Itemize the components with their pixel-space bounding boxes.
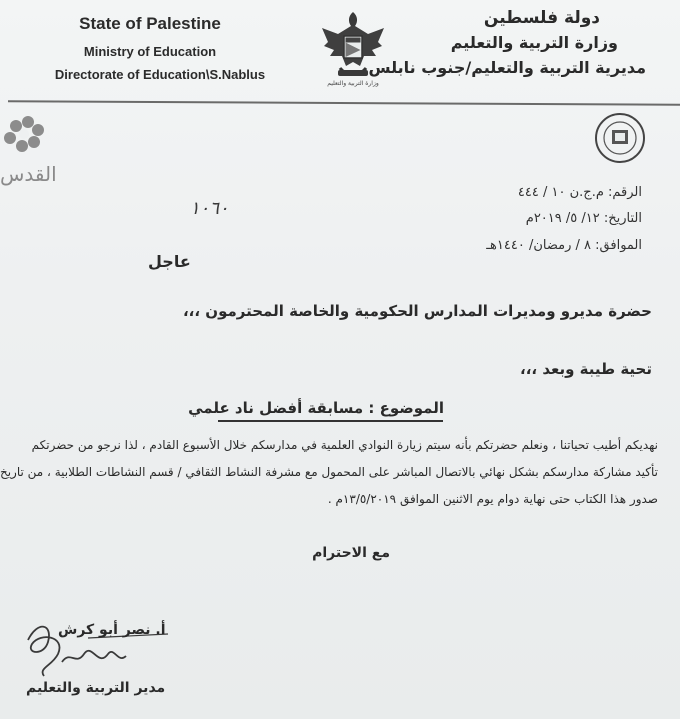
reference-date: التاريخ: ١٢/ ٥/ ٢٠١٩م: [525, 211, 642, 226]
reference-number: الرقم: م.ج.ن ١٠ / ٤٤٤: [517, 185, 642, 200]
signatory-title: مدير التربية والتعليم: [26, 680, 166, 696]
header-divider: [8, 100, 680, 106]
jerusalem-logo-text: القدس: [0, 162, 57, 186]
header-en-ministry: Ministry of Education: [83, 44, 217, 59]
closing-regards: مع الاحترام: [312, 545, 390, 561]
signatory-name: أ. نصر أبو كرش: [58, 622, 166, 638]
subject-underline: [218, 420, 443, 422]
header-en-state: State of Palestine: [79, 14, 221, 33]
body-line-3: صدور هذا الكتاب حتى نهاية دوام يوم الاثنين الموافق ١٣/٥/٢٠١٩م .: [327, 492, 658, 506]
school-activities-stamp-icon: [590, 110, 650, 166]
header-ar-state: دولة فلسطين: [483, 8, 600, 28]
salutation: حضرة مديرو ومديرات المدارس الحكومية والخاصة المحترمون ،،،: [182, 302, 652, 320]
handwritten-number: ١٠٦٠: [190, 198, 229, 219]
subject-line: الموضوع : مسابقة أفضل ناد علمي: [188, 399, 444, 417]
header-en-directorate: Directorate of Education\S.Nablus: [54, 67, 266, 82]
header-ar-ministry: وزارة التربية والتعليم: [450, 33, 618, 52]
header-ar-directorate: مديرية التربية والتعليم/جنوب نابلس: [368, 58, 646, 77]
body-line-1: نهديكم أطيب تحياتنا ، ونعلم حضرتكم بأنه سيتم زيارة النوادي العلمية في مدارسكم خلال الأسبوع القادم ، لذا نرجو من حضرتكم: [31, 438, 658, 452]
greeting: تحية طيبة وبعد ،،،: [520, 360, 652, 378]
body-line-2: تأكيد مشاركة مدارسكم بشكل نهائي بالاتصال المباشر على المحمول مع مشرفة النشاط الثقافي / قسم النشاطات الطلابية ، من تاريخ: [0, 465, 658, 479]
urgent-label: عاجل: [148, 252, 191, 271]
reference-hijri-date: الموافق: ٨ / رمضان/ ١٤٤٠هـ: [486, 238, 642, 253]
emblem-caption: وزارة التربية والتعليم: [327, 80, 379, 87]
